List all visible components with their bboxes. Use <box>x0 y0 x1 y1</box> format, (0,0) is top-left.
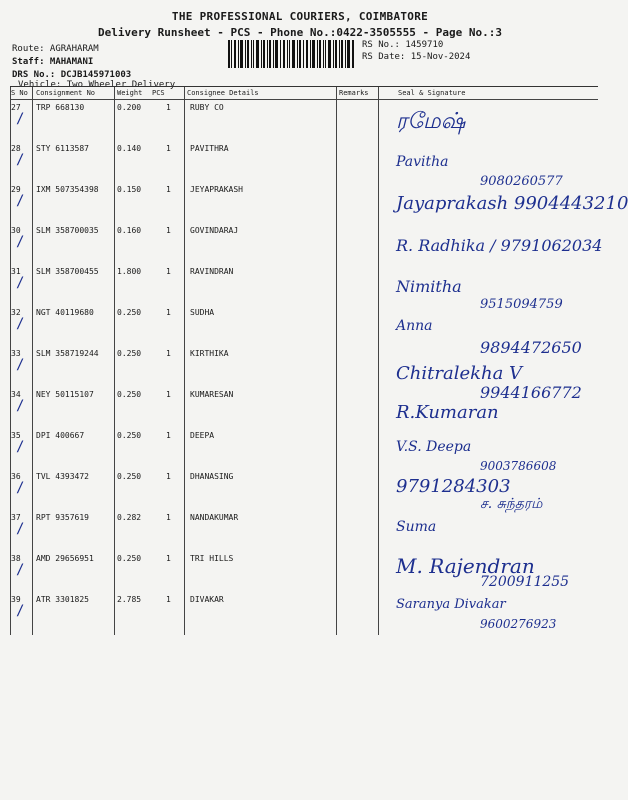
row-consignment: SLM 358700455 <box>36 267 99 276</box>
row-signature-phone: ச. சுந்தரம் <box>480 496 543 512</box>
row-pcs: 1 <box>166 144 171 153</box>
check-mark-icon: / <box>16 521 25 537</box>
runsheet-table <box>10 86 628 635</box>
col-consignee-header: Consignee Details <box>187 89 259 97</box>
row-signature: Suma <box>396 519 437 535</box>
column-divider <box>336 87 337 635</box>
row-signature-phone: 9944166772 <box>480 383 582 402</box>
row-pcs: 1 <box>166 103 171 112</box>
row-consignee: GOVINDARAJ <box>190 226 239 235</box>
col-weight-header: Weight <box>117 89 143 97</box>
row-consignee: KUMARESAN <box>190 390 234 399</box>
column-divider <box>184 87 185 635</box>
row-weight: 0.160 <box>117 226 142 235</box>
row-pcs: 1 <box>166 226 171 235</box>
check-mark-icon: / <box>16 603 25 619</box>
row-consignee: DHANASING <box>190 472 234 481</box>
row-sno: 32 <box>11 308 21 317</box>
row-signature-phone: 9894472650 <box>480 338 582 357</box>
row-consignee: RAVINDRAN <box>190 267 234 276</box>
check-mark-icon: / <box>16 357 25 373</box>
row-sno: 39 <box>11 595 21 604</box>
col-pcs-header: PCS <box>152 89 165 97</box>
row-consignee: KIRTHIKA <box>190 349 229 358</box>
row-sno: 27 <box>11 103 21 112</box>
row-consignee: SUDHA <box>190 308 215 317</box>
row-weight: 0.150 <box>117 185 142 194</box>
row-consignment: NGT 40119680 <box>36 308 94 317</box>
staff-label: Staff: MAHAMANI <box>12 57 94 67</box>
check-mark-icon: / <box>16 234 25 250</box>
row-signature: Jayaprakash 9904443210 <box>396 193 628 214</box>
row-consignee: JEYAPRAKASH <box>190 185 243 194</box>
row-signature-phone: 9080260577 <box>480 174 563 189</box>
check-mark-icon: / <box>16 562 25 578</box>
column-divider <box>114 87 115 635</box>
col-consignment-header: Consignment No <box>36 89 96 97</box>
row-signature: R.Kumaran <box>396 402 499 423</box>
row-pcs: 1 <box>166 185 171 194</box>
row-consignment: STY 6113587 <box>36 144 89 153</box>
row-weight: 1.800 <box>117 267 142 276</box>
row-signature: R. Radhika / 9791062034 <box>396 236 603 255</box>
row-weight: 2.785 <box>117 595 142 604</box>
vehicle-label: Vehicle: Two Wheeler Delivery <box>18 80 176 90</box>
row-sno: 30 <box>11 226 21 235</box>
row-signature: Saranya Divakar <box>396 597 506 612</box>
row-consignment: DPI 400667 <box>36 431 85 440</box>
route-label: Route: AGRAHARAM <box>12 44 99 54</box>
runsheet-subtitle: Delivery Runsheet - PCS - Phone No.:0422-3505555 - Page No.:3 <box>98 26 502 39</box>
row-sno: 28 <box>11 144 21 153</box>
row-sno: 34 <box>11 390 21 399</box>
row-consignment: ATR 3301825 <box>36 595 89 604</box>
check-mark-icon: / <box>16 439 25 455</box>
row-pcs: 1 <box>166 349 171 358</box>
row-weight: 0.250 <box>117 472 142 481</box>
row-pcs: 1 <box>166 390 171 399</box>
rs-number: RS No.: 1459710 <box>362 40 444 50</box>
row-weight: 0.250 <box>117 431 142 440</box>
row-consignment: TVL 4393472 <box>36 472 89 481</box>
row-consignment: RPT 9357619 <box>36 513 89 522</box>
col-remarks-header: Remarks <box>339 89 369 97</box>
row-signature: Anna <box>396 318 433 334</box>
row-consignment: NEY 50115107 <box>36 390 94 399</box>
row-pcs: 1 <box>166 431 171 440</box>
row-signature-phone: 9515094759 <box>480 297 563 312</box>
check-mark-icon: / <box>16 275 25 291</box>
row-sno: 31 <box>11 267 21 276</box>
row-signature: Pavitha <box>396 154 449 170</box>
row-consignment: TRP 668130 <box>36 103 85 112</box>
col-sno-header: S No <box>11 89 28 97</box>
check-mark-icon: / <box>16 152 25 168</box>
row-pcs: 1 <box>166 267 171 276</box>
row-signature-phone: 7200911255 <box>480 574 570 590</box>
rs-date: RS Date: 15-Nov-2024 <box>362 52 471 62</box>
row-pcs: 1 <box>166 554 171 563</box>
header-divider <box>10 99 598 100</box>
row-pcs: 1 <box>166 308 171 317</box>
column-divider <box>10 87 11 635</box>
row-sno: 29 <box>11 185 21 194</box>
row-consignment: SLM 358700035 <box>36 226 99 235</box>
row-consignment: AMD 29656951 <box>36 554 94 563</box>
row-signature: V.S. Deepa <box>396 439 472 455</box>
row-consignment: SLM 358719244 <box>36 349 99 358</box>
row-pcs: 1 <box>166 595 171 604</box>
row-weight: 0.200 <box>117 103 142 112</box>
check-mark-icon: / <box>16 480 25 496</box>
row-consignee: DEEPA <box>190 431 215 440</box>
row-signature: ரமேஷ் <box>396 109 466 134</box>
row-weight: 0.250 <box>117 390 142 399</box>
row-pcs: 1 <box>166 513 171 522</box>
row-weight: 0.250 <box>117 349 142 358</box>
row-pcs: 1 <box>166 472 171 481</box>
row-consignee: RUBY CO <box>190 103 224 112</box>
row-sno: 38 <box>11 554 21 563</box>
row-consignment: IXM 507354398 <box>36 185 99 194</box>
row-sno: 35 <box>11 431 21 440</box>
check-mark-icon: / <box>16 316 25 332</box>
row-consignee: PAVITHRA <box>190 144 229 153</box>
drs-label: DRS No.: DCJB145971003 <box>12 70 132 80</box>
row-consignee: TRI HILLS <box>190 554 234 563</box>
row-signature: Nimitha <box>396 277 462 296</box>
row-weight: 0.140 <box>117 144 142 153</box>
row-sno: 33 <box>11 349 21 358</box>
row-sno: 36 <box>11 472 21 481</box>
row-weight: 0.282 <box>117 513 142 522</box>
row-consignee: DIVAKAR <box>190 595 224 604</box>
row-consignee: NANDAKUMAR <box>190 513 239 522</box>
column-divider <box>378 87 379 635</box>
row-sno: 37 <box>11 513 21 522</box>
row-signature: Chitralekha V <box>396 363 523 384</box>
row-weight: 0.250 <box>117 554 142 563</box>
company-title: THE PROFESSIONAL COURIERS, COIMBATORE <box>171 10 429 23</box>
row-signature-phone: 9003786608 <box>480 459 557 473</box>
row-signature: 9791284303 <box>396 476 511 497</box>
row-signature: M. Rajendran <box>396 554 535 578</box>
column-divider <box>32 87 33 635</box>
check-mark-icon: / <box>16 398 25 414</box>
check-mark-icon: / <box>16 111 25 127</box>
row-weight: 0.250 <box>117 308 142 317</box>
col-seal-header: Seal & Signature <box>398 89 466 97</box>
barcode <box>228 40 354 68</box>
row-signature-phone: 9600276923 <box>480 617 557 631</box>
check-mark-icon: / <box>16 193 25 209</box>
